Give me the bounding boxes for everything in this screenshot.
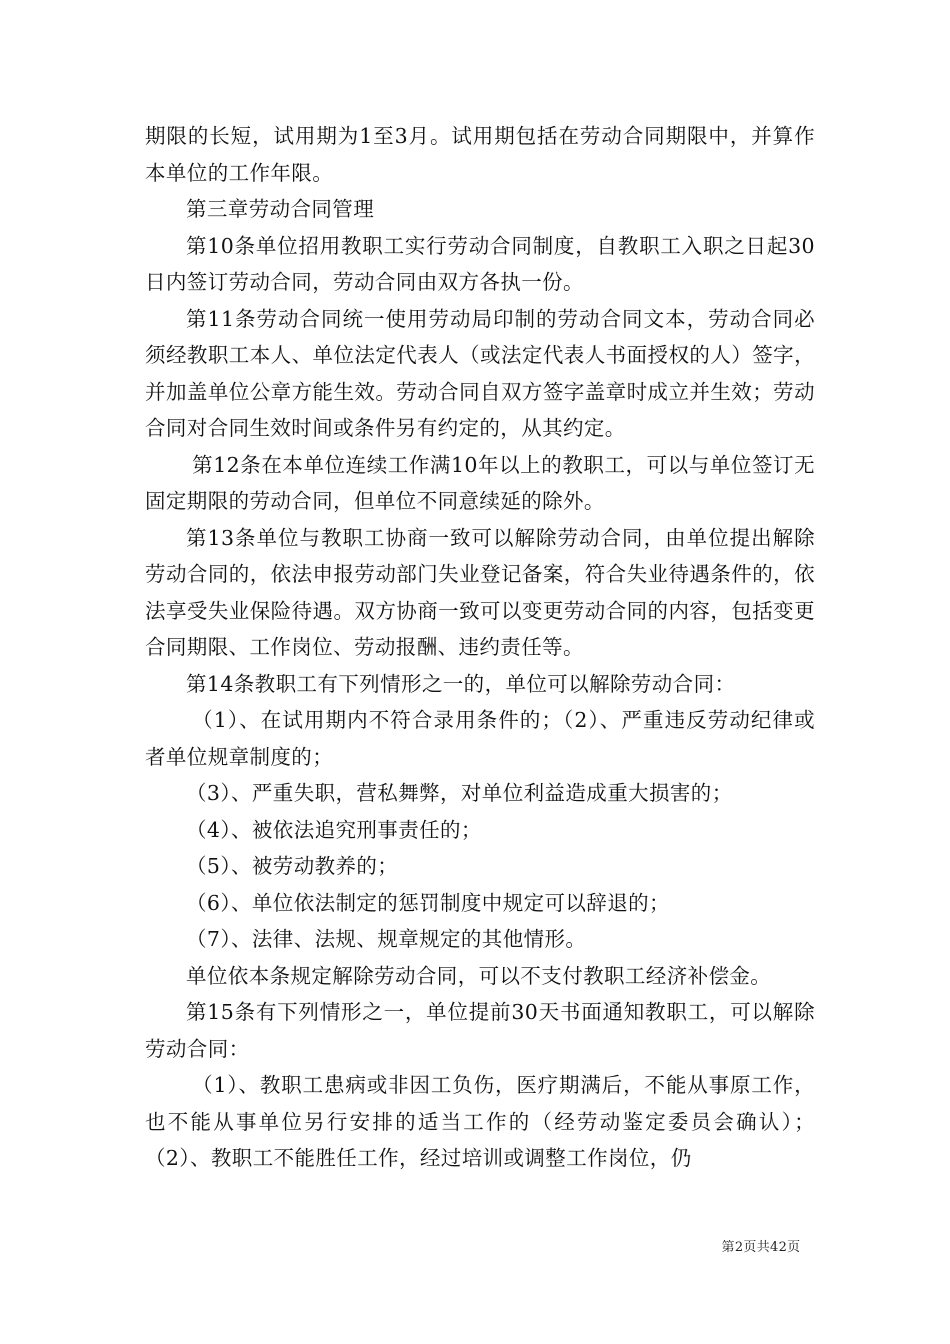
article-13: 第13条单位与教职工协商一致可以解除劳动合同，由单位提出解除劳动合同的，依法申报劳动部门失业登记备案，符合失业待遇条件的，依法享受失业保险待遇。双方协商一致可以变更劳动合同的内容，包括变更合同期限、工作岗位、劳动报酬、违约责任等。 bbox=[145, 525, 815, 659]
article-10: 第10条单位招用教职工实行劳动合同制度，自教职工入职之日起30日内签订劳动合同，劳动合同由双方各执一份。 bbox=[145, 233, 815, 294]
page-footer bbox=[0, 1236, 950, 1255]
article-14: 第14条教职工有下列情形之一的，单位可以解除劳动合同： bbox=[186, 671, 736, 696]
article-14-item-5: （5）、被劳动教养的； bbox=[186, 854, 399, 878]
article-14-item-3: （3）、严重失职，营私舞弊，对单位利益造成重大损害的； bbox=[186, 781, 733, 805]
article-14-item-7: （7）、法律、法规、规章规定的其他情形。 bbox=[186, 927, 587, 951]
page-number: 第2页共42页 bbox=[721, 1240, 801, 1255]
article-15-items: （1）、教职工患病或非因工负伤，医疗期满后，不能从事原工作，也不能从事单位另行安排的适当工作的（经劳动鉴定委员会确认）；（2）、教职工不能胜任工作，经过培训或调整工作岗位，仍 bbox=[145, 1073, 815, 1170]
article-14-item-6: （6）、单位依法制定的惩罚制度中规定可以辞退的； bbox=[186, 890, 670, 915]
document-body bbox=[145, 118, 815, 1177]
article-12: 第12条在本单位连续工作满10年以上的教职工，可以与单位签订无固定期限的劳动合同，但单位不同意续延的除外。 bbox=[145, 452, 815, 513]
article-14-item-1-2: （1）、在试用期内不符合录用条件的；（2）、严重违反劳动纪律或者单位规章制度的； bbox=[145, 708, 815, 769]
article-11: 第11条劳动合同统一使用劳动局印制的劳动合同文本，劳动合同必须经教职工本人、单位法定代表人（或法定代表人书面授权的人）签字，并加盖单位公章方能生效。劳动合同自双方签字盖章时成立并生效；劳动合同对合同生效时间或条件另有约定的，从其约定。 bbox=[145, 306, 815, 440]
chapter-heading: 第三章劳动合同管理 bbox=[186, 197, 375, 221]
article-14-compensation-note: 单位依本条规定解除劳动合同，可以不支付教职工经济补偿金。 bbox=[186, 963, 772, 988]
article-15: 第15条有下列情形之一，单位提前30天书面通知教职工，可以解除劳动合同： bbox=[145, 1000, 815, 1061]
paragraph-trial-period: 期限的长短，试用期为1至3月。试用期包括在劳动合同期限中，并算作本单位的工作年限。 bbox=[145, 124, 815, 185]
article-14-item-4: （4）、被依法追究刑事责任的； bbox=[186, 817, 482, 842]
